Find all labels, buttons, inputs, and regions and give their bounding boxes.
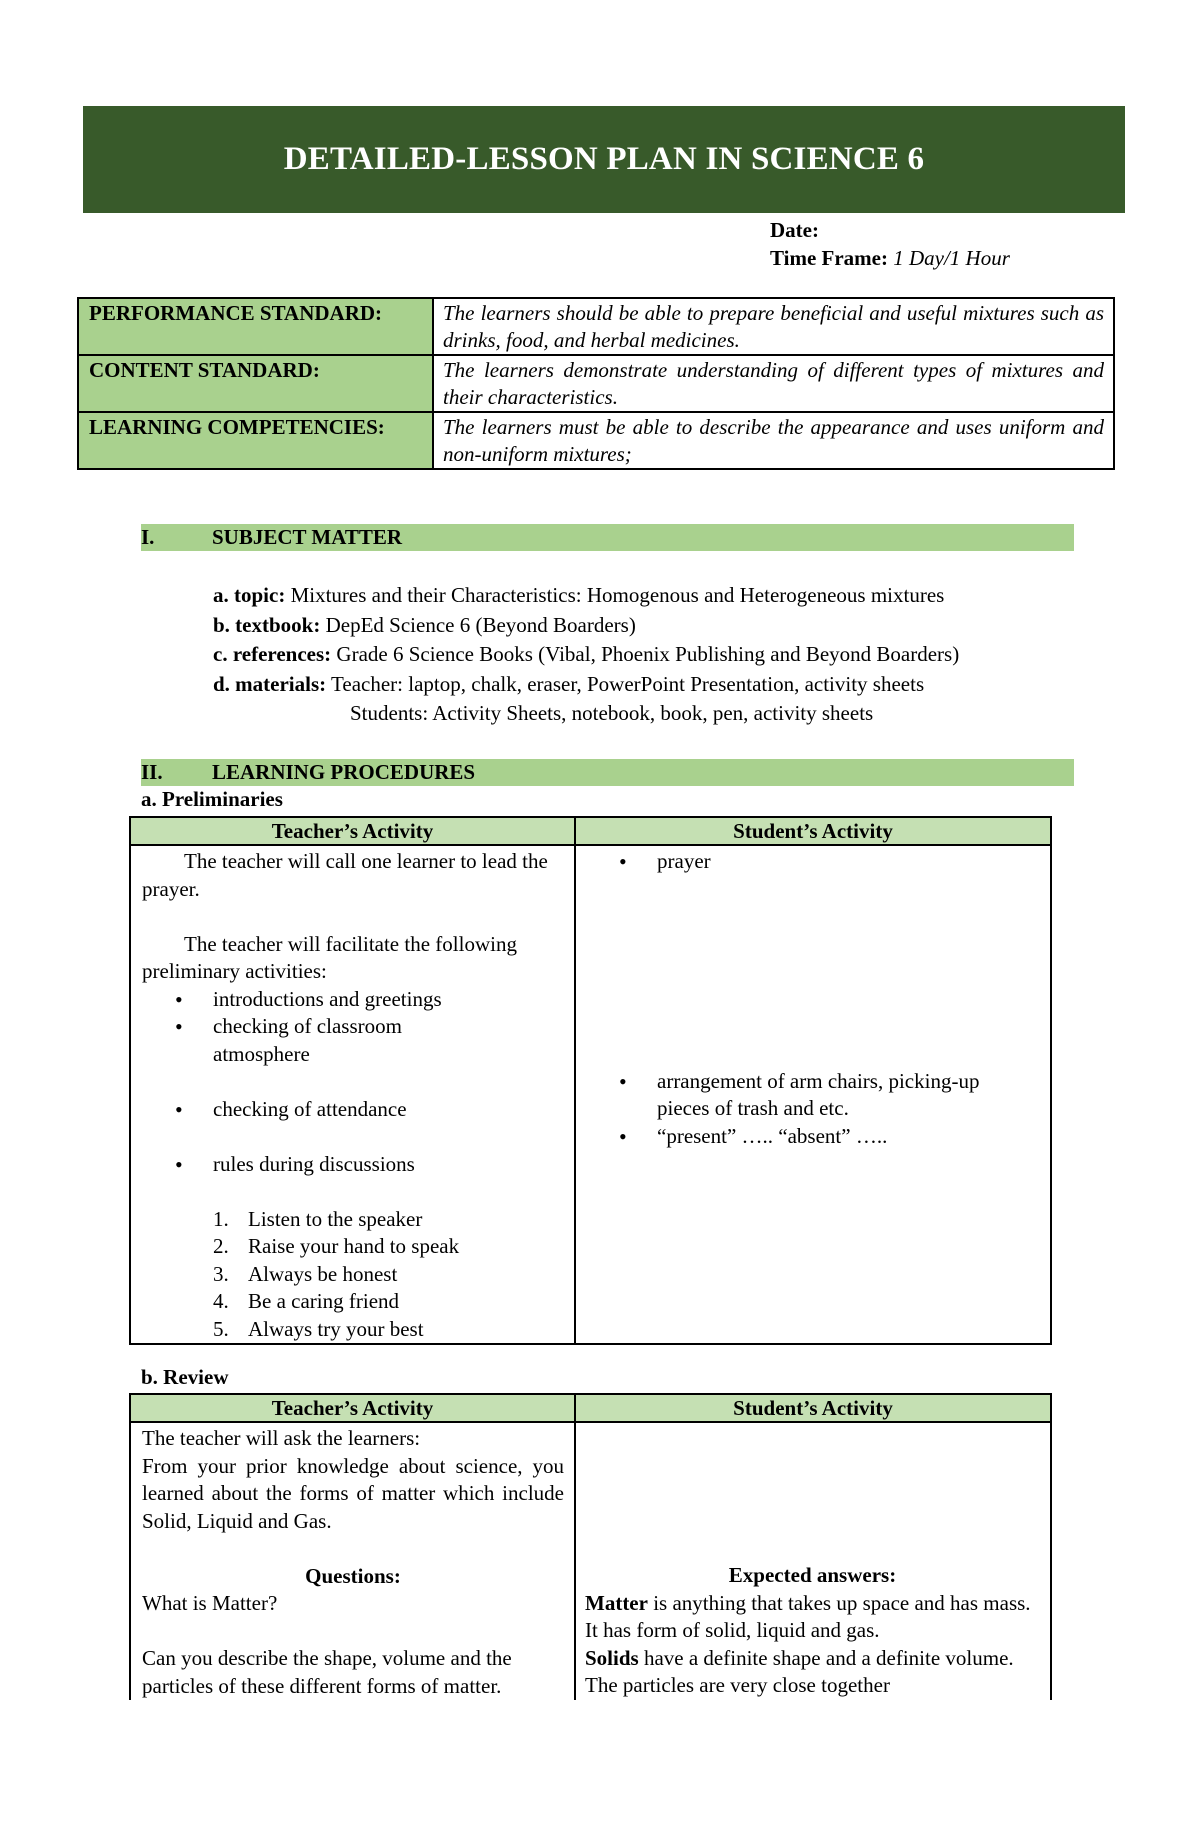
time-frame-value: 1 Day/1 Hour [893,246,1010,270]
list-item: • introductions and greetings [142,986,564,1014]
materials-row [213,670,959,700]
rule-item [142,1288,564,1316]
rule-number: 2. [213,1234,229,1258]
references-row [213,640,959,670]
section-title: SUBJECT MATTER [212,525,403,549]
rule-number: 4. [213,1289,229,1313]
answer-term: Matter [585,1590,648,1615]
student-activity-cell [575,1422,1051,1700]
review-heading: b. Review [141,1365,229,1389]
teacher-prelim-text: The teacher will facilitate the following preliminary activities: [142,931,517,983]
answer-2 [585,1645,1040,1700]
student-activity-header: Student’s Activity [575,1394,1051,1422]
rule-item [142,1316,564,1344]
materials-teacher: Teacher: laptop, chalk, eraser, PowerPoint Presentation, activity sheets [331,671,925,696]
learning-competencies-label: LEARNING COMPETENCIES: [78,412,433,469]
answer-text: is anything that takes up space and has mass. It has form of solid, liquid and gas. [585,1590,1031,1642]
rule-text: Always be honest [248,1261,398,1286]
teacher-activity-cell [130,845,575,1344]
rule-text: Be a caring friend [248,1289,400,1313]
content-standard-label: CONTENT STANDARD: [78,355,433,412]
student-activity-header: Student’s Activity [575,817,1051,845]
textbook-value: DepEd Science 6 (Beyond Boarders) [325,612,636,637]
list-item: • checking of classroom atmosphere [142,1013,564,1068]
topic-label: a. topic: [213,583,286,607]
rule-item [142,1261,564,1289]
section-title: LEARNING PROCEDURES [212,760,476,784]
learning-competencies-value: The learners must be able to describe the appearance and uses uniform and non-uniform mixtures; [433,412,1114,469]
rule-text: Always try your best [248,1316,424,1341]
date-label: Date: [770,218,819,242]
standards-table [77,297,1115,470]
review-intro-1: The teacher will ask the learners: [142,1426,421,1450]
list-item: • checking of attendance [142,1096,564,1124]
table-header-row [130,817,1051,845]
rule-text: Raise your hand to speak [248,1234,460,1258]
rule-item [142,1233,564,1261]
subject-matter-list [213,581,959,729]
preliminaries-table [129,816,1052,1345]
question-2: Can you describe the shape, volume and the particles of these different forms of matter. [142,1646,512,1698]
answer-1 [585,1590,1040,1645]
review-table [129,1393,1052,1700]
standards-row [78,355,1114,412]
answer-term: Solids [585,1645,639,1670]
references-label: c. references: [213,642,332,666]
topic-row [213,581,959,611]
answer-text: have a definite shape and a definite volume. The particles are very close together [585,1645,1014,1697]
section-number: II. [141,760,163,784]
section-learning-procedures [141,759,1074,786]
standards-row [78,298,1114,355]
list-item: • prayer [587,848,1040,876]
section-subject-matter [141,524,1074,551]
rule-number: 3. [213,1261,229,1286]
teacher-activity-header: Teacher’s Activity [130,817,575,845]
review-intro-2: From your prior knowledge about science, you learned about the forms of matter which include Solid, Liquid and Gas. [142,1453,564,1533]
preliminaries-heading: a. Preliminaries [141,787,283,811]
teacher-activity-cell [130,1422,575,1700]
performance-standard-label: PERFORMANCE STANDARD: [78,298,433,355]
time-frame-label: Time Frame: [770,246,888,270]
materials-label: d. materials: [213,671,327,696]
section-number: I. [141,525,155,549]
rule-number: 1. [213,1206,229,1231]
references-value: Grade 6 Science Books (Vibal, Phoenix Publishing and Beyond Boarders) [336,642,960,666]
topic-value: Mixtures and their Characteristics: Homogenous and Heterogeneous mixtures [290,583,945,607]
table-row [130,1422,1051,1700]
performance-standard-value: The learners should be able to prepare beneficial and useful mixtures such as drinks, food, and herbal medicines. [433,298,1114,355]
list-item: • “present” ….. “absent” ….. [587,1123,1040,1151]
standards-row [78,412,1114,469]
teacher-activity-header: Teacher’s Activity [130,1394,575,1422]
table-row [130,845,1051,1344]
answers-label: Expected answers: [728,1563,897,1587]
rule-text: Listen to the speaker [248,1206,423,1231]
materials-students: Students: Activity Sheets, notebook, book, pen, activity sheets [350,701,874,725]
teacher-prayer-text: The teacher will call one learner to lead the prayer. [142,849,548,901]
questions-label: Questions: [305,1563,401,1588]
textbook-row [213,611,959,641]
list-item: • rules during discussions [142,1151,564,1179]
student-activity-cell [575,845,1051,1344]
content-standard-value: The learners demonstrate understanding of different types of mixtures and their characteristics. [433,355,1114,412]
textbook-label: b. textbook: [213,612,321,637]
date-block [770,216,1010,272]
list-item: • arrangement of arm chairs, picking-up pieces of trash and etc. [587,1068,1040,1123]
table-header-row [130,1394,1051,1422]
rule-number: 5. [213,1316,229,1341]
question-1: What is Matter? [142,1591,278,1615]
rule-item [142,1206,564,1234]
document-title: DETAILED-LESSON PLAN IN SCIENCE 6 [83,106,1125,213]
